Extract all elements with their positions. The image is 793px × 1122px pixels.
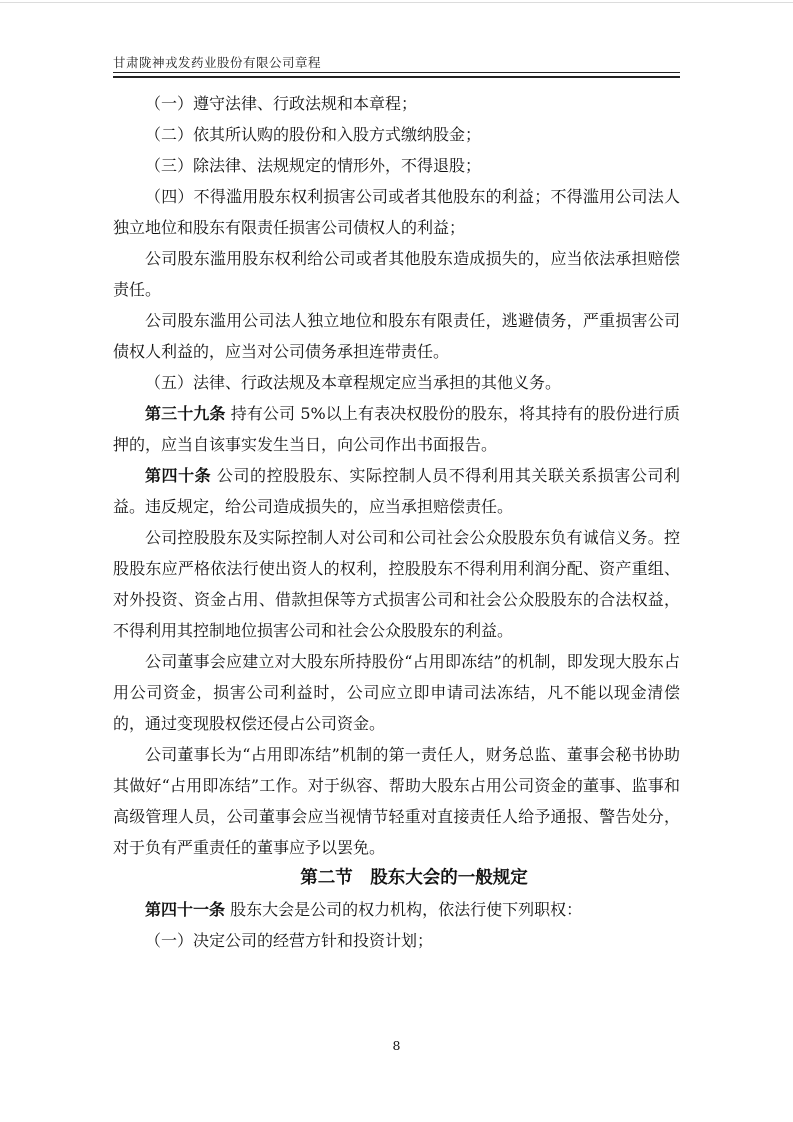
section-heading: 第二节 股东大会的一般规定 [300,868,528,888]
paragraph-text: 公司董事会应建立对大股东所持股份“占用即冻结”的机制，即发现大股东占用公司资金，损害公司利益时，公司应立即申请司法冻结，凡不能以现金清偿的，通过变现股权偿还侵占公司资金。 [113,652,680,733]
paragraph [113,398,680,460]
paragraph-text: 持有公司 5%以上有表决权股份的股东，将其持有的股份进行质押的，应当自该事实发生当日，向公司作出书面报告。 [113,404,680,454]
paragraph-text: 公司股东滥用公司法人独立地位和股东有限责任，逃避债务，严重损害公司债权人利益的，应当对公司债务承担连带责任。 [113,311,680,361]
paragraph-text: 公司股东滥用股东权利给公司或者其他股东造成损失的，应当依法承担赔偿责任。 [113,249,680,299]
paragraph [113,150,680,181]
paragraph-text: （二）依其所认购的股份和入股方式缴纳股金； [145,125,482,144]
paragraph-text: （一）遵守法律、行政法规和本章程； [145,94,418,113]
header-double-rule [113,72,680,78]
document-body [113,88,680,956]
paragraph [113,925,680,956]
paragraph-text: 公司董事长为“占用即冻结”机制的第一责任人，财务总监、董事会秘书协助其做好“占用即冻结”工作。对于纵容、帮助大股东占用公司资金的董事、监事和高级管理人员，公司董事会应当视情节轻重对直接责任人给予通报、警告处分，对于负有严重责任的董事应予以罢免。 [113,745,680,857]
paragraph-text: （三）除法律、法规规定的情形外，不得退股； [145,156,482,175]
paragraph-text: 公司的控股股东、实际控制人员不得利用其关联关系损害公司利益。违反规定，给公司造成损失的，应当承担赔偿责任。 [113,466,680,516]
paragraph [113,88,680,119]
paragraph [113,739,680,863]
paragraph [113,181,680,243]
article-number: 第四十一条 [145,900,226,919]
paragraph-text: 股东大会是公司的权力机构，依法行使下列职权： [225,900,583,919]
paragraph [113,367,680,398]
paragraph [113,894,680,925]
article-number: 第三十九条 [145,404,226,423]
paragraph [113,522,680,646]
document-header-title: 甘肃陇神戎发药业股份有限公司章程 [113,55,322,70]
paragraph [113,646,680,739]
paragraph-text: 公司控股股东及实际控制人对公司和公司社会公众股股东负有诚信义务。控股股东应严格依法行使出资人的权利，控股股东不得利用利润分配、资产重组、对外投资、资金占用、借款担保等方式损害公司和社会公众股股东的合法权益，不得利用其控制地位损害公司和社会公众股股东的利益。 [113,528,680,640]
page-number: 8 [392,1038,401,1053]
article-number: 第四十条 [145,466,212,485]
page-top-edge [0,2,793,3]
paragraph-text: （四）不得滥用股东权利损害公司或者其他股东的利益；不得滥用公司法人独立地位和股东有限责任损害公司债权人的利益； [113,187,680,237]
paragraph [113,119,680,150]
paragraph [113,460,680,522]
paragraph-text: （五）法律、行政法规及本章程规定应当承担的其他义务。 [145,373,562,392]
paragraph [113,305,680,367]
paragraph [113,243,680,305]
paragraph-text: （一）决定公司的经营方针和投资计划； [145,931,434,950]
